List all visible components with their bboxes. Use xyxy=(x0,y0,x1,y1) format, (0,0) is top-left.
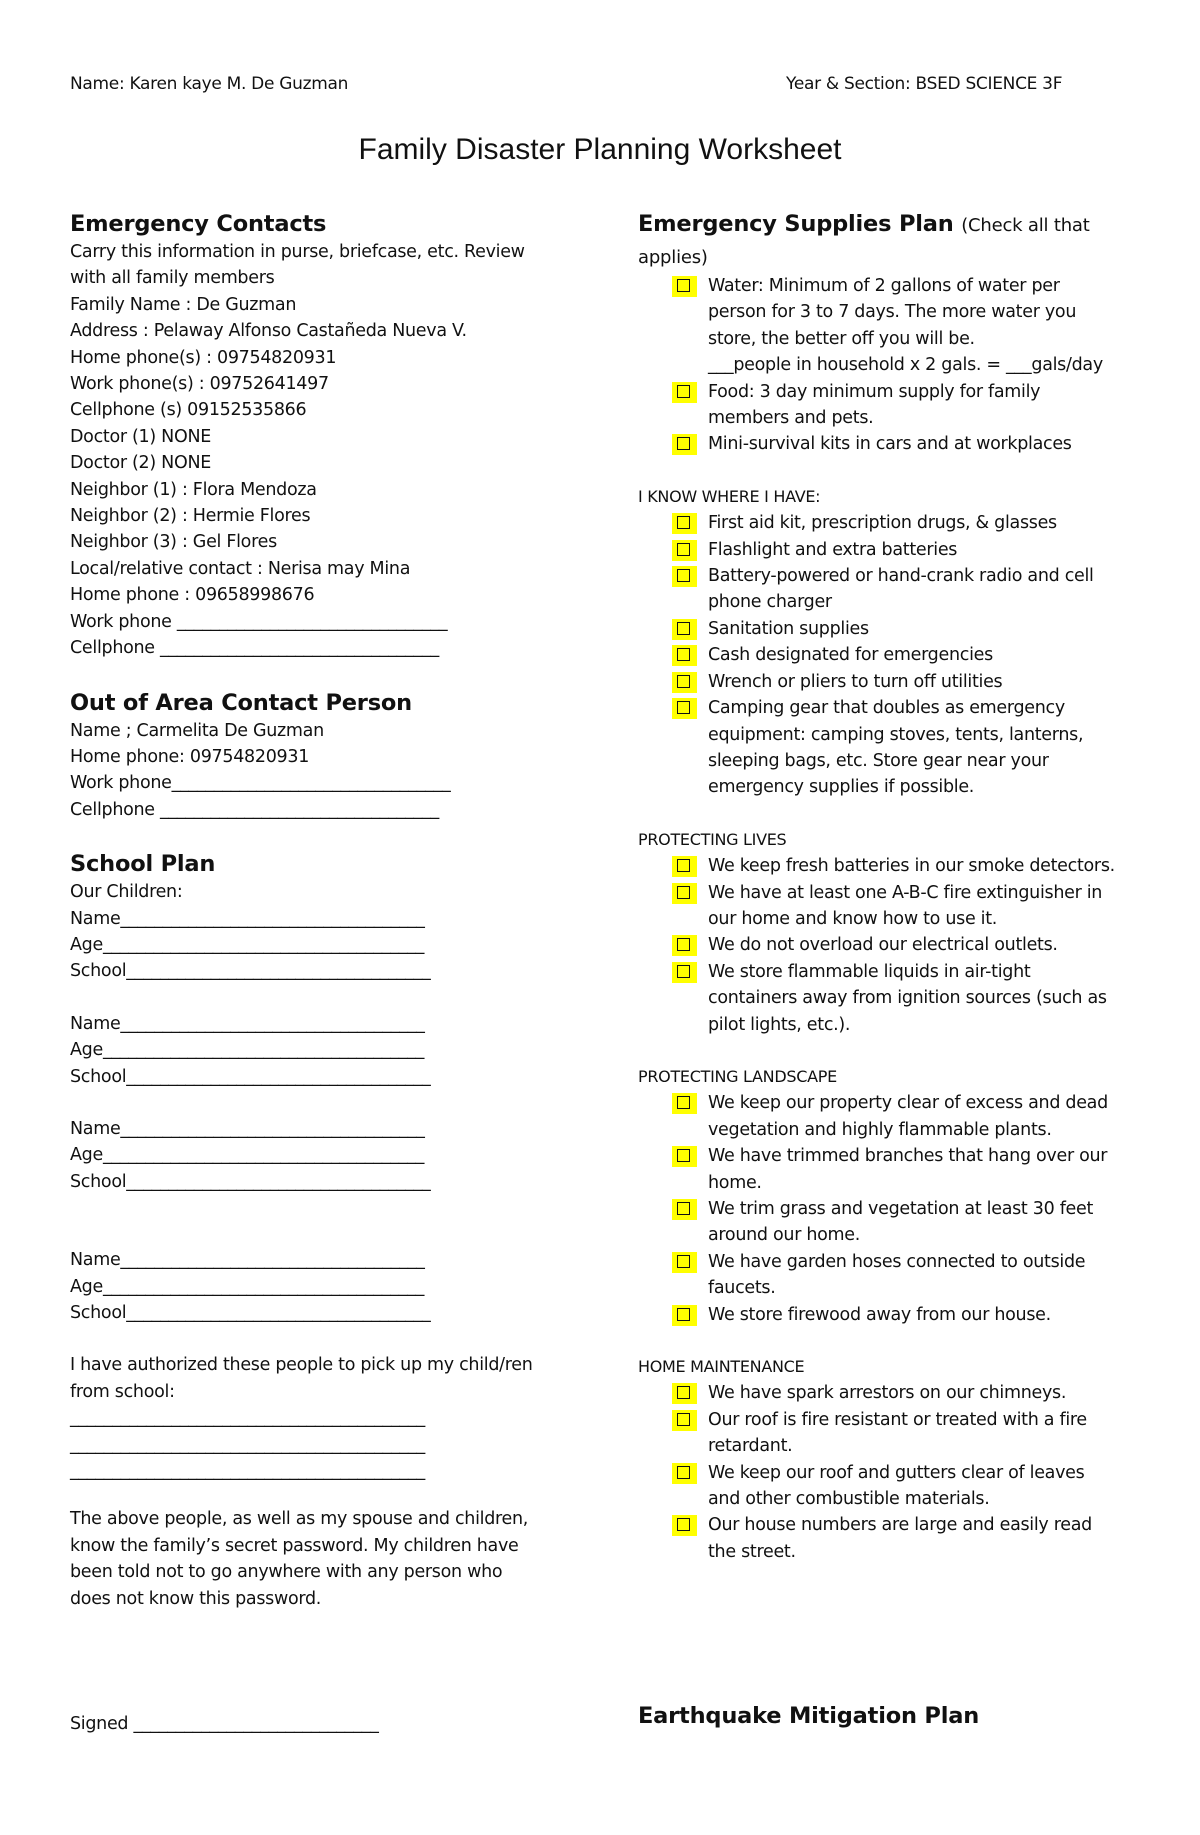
secret-password-note xyxy=(70,1506,590,1612)
checklist-item xyxy=(638,669,1148,695)
checkbox-icon[interactable] xyxy=(672,1146,697,1167)
text-line: __________________________________________ xyxy=(70,1434,425,1455)
checklist-item-text: around our home. xyxy=(708,1225,861,1246)
checklist-item-text: equipment: camping stoves, tents, lanterns, xyxy=(708,724,1084,745)
checklist-item-text: Flashlight and extra batteries xyxy=(708,539,958,560)
checkbox-icon[interactable] xyxy=(672,1410,697,1431)
text-line: Cellphone _________________________________ xyxy=(70,799,439,820)
checklist-item-text: vegetation and highly flammable plants. xyxy=(708,1119,1052,1140)
know-where-checklist xyxy=(638,510,1148,800)
text-line: Carry this information in purse, briefcase, etc. Review xyxy=(70,242,525,262)
text-line: Name____________________________________ xyxy=(70,1250,425,1271)
checkbox-icon[interactable] xyxy=(672,434,697,455)
checklist-item-text: Food: 3 day minimum supply for family xyxy=(708,381,1041,402)
checkbox-icon[interactable] xyxy=(672,1199,697,1220)
checklist-item-text: containers away from ignition sources (such as xyxy=(708,988,1107,1009)
checkbox-icon[interactable] xyxy=(672,1463,697,1484)
protecting-landscape-checklist xyxy=(638,1090,1148,1328)
checklist-item-text: We do not overload our electrical outlets. xyxy=(708,935,1058,956)
checklist-item xyxy=(638,431,1148,457)
text-line: __________________________________________ xyxy=(70,1461,425,1482)
checkbox-icon[interactable] xyxy=(672,883,697,904)
checklist-item xyxy=(638,616,1148,642)
text-line: Neighbor (2) : Hermie Flores xyxy=(70,506,311,527)
child-block-1 xyxy=(70,906,590,985)
checklist-item xyxy=(638,1512,1148,1565)
page-title: Family Disaster Planning Worksheet xyxy=(358,133,842,166)
text-line: I have authorized these people to pick up my child/ren xyxy=(70,1355,533,1376)
text-line: Home phone: 09754820931 xyxy=(70,746,310,767)
text-line: __________________________________________ xyxy=(70,1408,425,1429)
checklist-item-text: We have trimmed branches that hang over our xyxy=(708,1146,1108,1167)
protecting-lives-heading: PROTECTING LIVES xyxy=(638,829,787,849)
checklist-item-text: store, the better off you will be. xyxy=(708,328,975,349)
text-line: Cellphone (s) 09152535866 xyxy=(70,400,307,421)
text-line: Home phone : 09658998676 xyxy=(70,585,315,606)
checklist-item xyxy=(638,1302,1148,1328)
emergency-contacts-lines xyxy=(70,239,590,662)
text-line: School____________________________________ xyxy=(70,1171,431,1192)
checklist-item xyxy=(638,1143,1148,1196)
checklist-item-text: We keep our property clear of excess and dead xyxy=(708,1093,1108,1114)
text-line: from school: xyxy=(70,1381,175,1402)
checklist-item-text: Water: Minimum of 2 gallons of water per xyxy=(708,276,1060,296)
checklist-item-text: our home and know how to use it. xyxy=(708,908,998,929)
supplies-heading-note: (Check all that applies) xyxy=(638,215,1090,268)
checklist-item-text: We have garden hoses connected to outside xyxy=(708,1251,1086,1272)
text-line: Home phone(s) : 09754820931 xyxy=(70,347,337,368)
text-line: with all family members xyxy=(70,268,275,289)
checklist-item xyxy=(638,1249,1148,1302)
checklist-item-text: emergency supplies if possible. xyxy=(708,777,975,798)
text-line: Cellphone _________________________________ xyxy=(70,638,439,659)
checklist-item-text: and other combustible materials. xyxy=(708,1489,990,1510)
checkbox-icon[interactable] xyxy=(672,1252,697,1273)
checklist-item-text: members and pets. xyxy=(708,408,874,429)
student-name: Name: Karen kaye M. De Guzman xyxy=(70,74,349,94)
authorized-pickup xyxy=(70,1352,590,1484)
protecting-landscape-heading: PROTECTING LANDSCAPE xyxy=(638,1066,837,1086)
text-line: Doctor (2) NONE xyxy=(70,453,211,474)
checklist-item-text: Our roof is fire resistant or treated with a fire xyxy=(708,1409,1087,1430)
checklist-item-text: We have at least one A-B-C fire extinguisher in xyxy=(708,882,1103,903)
text-line: Family Name : De Guzman xyxy=(70,294,297,315)
checklist-item xyxy=(638,273,1148,379)
text-line: Neighbor (1) : Flora Mendoza xyxy=(70,479,317,500)
checklist-item xyxy=(638,1460,1148,1513)
checklist-item xyxy=(638,537,1148,563)
text-line: School____________________________________ xyxy=(70,1303,431,1323)
checklist-item-text: Mini-survival kits in cars and at workplaces xyxy=(708,434,1072,455)
checklist-item-text: Sanitation supplies xyxy=(708,618,869,639)
checkbox-icon[interactable] xyxy=(672,856,697,877)
checkbox-icon[interactable] xyxy=(672,698,697,719)
checklist-item xyxy=(638,642,1148,668)
checklist-item xyxy=(638,932,1148,958)
out-of-area-lines xyxy=(70,718,590,824)
supplies-heading: Emergency Supplies Plan (Check all that applies) xyxy=(638,211,1090,268)
school-plan-heading: School Plan xyxy=(70,851,216,878)
text-line: Work phone(s) : 09752641497 xyxy=(70,374,329,395)
text-line: been told not to go anywhere with any person who xyxy=(70,1562,503,1583)
text-line: School____________________________________ xyxy=(70,961,431,982)
text-line: Neighbor (3) : Gel Flores xyxy=(70,532,277,553)
checklist-item-text: sleeping bags, etc. Store gear near your xyxy=(708,750,1049,771)
text-line: Age______________________________________ xyxy=(70,1040,425,1061)
right-column xyxy=(638,209,1148,1565)
checklist-item-text: ___people in household x 2 gals. = ___gals/day xyxy=(708,355,1103,376)
child-block-2 xyxy=(70,1011,590,1090)
checkbox-icon[interactable] xyxy=(672,566,697,587)
checkbox-icon[interactable] xyxy=(672,1383,697,1404)
emergency-contacts-heading: Emergency Contacts xyxy=(70,211,327,237)
checklist-item-text: We trim grass and vegetation at least 30 feet xyxy=(708,1199,1094,1219)
home-maintenance-heading: HOME MAINTENANCE xyxy=(638,1357,805,1377)
checkbox-icon[interactable] xyxy=(672,935,697,956)
text-line: Local/relative contact : Nerisa may Mina xyxy=(70,558,411,579)
checklist-item-text: pilot lights, etc.). xyxy=(708,1014,851,1035)
text-line: Age______________________________________ xyxy=(70,1145,425,1166)
home-maintenance-checklist xyxy=(638,1380,1148,1565)
checklist-item-text: We store flammable liquids in air-tight xyxy=(708,961,1031,982)
checklist-item xyxy=(638,880,1148,933)
checkbox-icon[interactable] xyxy=(672,513,697,534)
checklist-item xyxy=(638,853,1148,879)
checklist-item-text: phone charger xyxy=(708,592,832,613)
text-line: School____________________________________ xyxy=(70,1066,431,1087)
checklist-item-text: Wrench or pliers to turn off utilities xyxy=(708,671,1003,692)
checklist-item xyxy=(638,959,1148,1038)
checklist-item-text: We store firewood away from our house. xyxy=(708,1304,1051,1325)
supplies-checklist xyxy=(638,273,1148,458)
checklist-item xyxy=(638,1407,1148,1460)
earthquake-heading: Earthquake Mitigation Plan xyxy=(638,1703,980,1729)
checkbox-icon[interactable] xyxy=(672,540,697,561)
text-line: Address : Pelaway Alfonso Castañeda Nueva V. xyxy=(70,321,467,342)
checklist-item-text: Cash designated for emergencies xyxy=(708,645,993,666)
checkbox-icon[interactable] xyxy=(672,382,697,403)
checklist-item-text: Battery-powered or hand-crank radio and cell xyxy=(708,566,1094,587)
checkbox-icon[interactable] xyxy=(672,1515,697,1536)
text-line: Name____________________________________ xyxy=(70,1118,425,1139)
checklist-item xyxy=(638,695,1148,801)
signature-line: Signed _____________________________ xyxy=(70,1714,379,1734)
school-plan-intro: Our Children: xyxy=(70,882,183,903)
checkbox-icon[interactable] xyxy=(672,619,697,640)
year-section: Year & Section: BSED SCIENCE 3F xyxy=(786,74,1063,94)
text-line: The above people, as well as my spouse and children, xyxy=(70,1509,529,1530)
checkbox-icon[interactable] xyxy=(672,276,697,297)
checklist-item-text: We keep our roof and gutters clear of leaves xyxy=(708,1462,1085,1483)
checkbox-icon[interactable] xyxy=(672,962,697,983)
checklist-item xyxy=(638,379,1148,432)
checklist-item-text: retardant. xyxy=(708,1436,793,1457)
checklist-item-text: Camping gear that doubles as emergency xyxy=(708,698,1065,719)
know-where-heading: I KNOW WHERE I HAVE: xyxy=(638,486,821,506)
child-block-4 xyxy=(70,1247,590,1326)
left-column xyxy=(70,209,590,1612)
checkbox-icon[interactable] xyxy=(672,1093,697,1114)
text-line: Work phone_________________________________ xyxy=(70,773,451,794)
protecting-lives-checklist xyxy=(638,853,1148,1038)
child-block-3 xyxy=(70,1116,590,1195)
text-line: Name ; Carmelita De Guzman xyxy=(70,720,324,741)
checklist-item xyxy=(638,1090,1148,1143)
checklist-item-text: person for 3 to 7 days. The more water you xyxy=(708,302,1077,323)
text-line: Doctor (1) NONE xyxy=(70,426,211,447)
checklist-item-text: We keep fresh batteries in our smoke detectors. xyxy=(708,856,1115,877)
text-line: know the family’s secret password. My children have xyxy=(70,1535,519,1556)
text-line: Work phone ________________________________ xyxy=(70,611,448,632)
checkbox-icon[interactable] xyxy=(672,1305,697,1326)
checklist-item xyxy=(638,1196,1148,1249)
checklist-item xyxy=(638,510,1148,536)
checklist-item-text: Our house numbers are large and easily read xyxy=(708,1515,1092,1536)
checklist-item-text: We have spark arrestors on our chimneys. xyxy=(708,1383,1067,1404)
checkbox-icon[interactable] xyxy=(672,672,697,693)
text-line: Name____________________________________ xyxy=(70,1013,425,1034)
checklist-item-text: the street. xyxy=(708,1541,796,1562)
checklist-item xyxy=(638,1380,1148,1406)
checklist-item xyxy=(638,563,1148,616)
text-line: Name____________________________________ xyxy=(70,908,425,929)
out-of-area-heading: Out of Area Contact Person xyxy=(70,689,412,716)
checklist-item-text: home. xyxy=(708,1172,762,1193)
text-line: Age______________________________________ xyxy=(70,934,425,955)
text-line: does not know this password. xyxy=(70,1588,322,1609)
checklist-item-text: faucets. xyxy=(708,1278,776,1299)
text-line: Age______________________________________ xyxy=(70,1276,425,1297)
checklist-item-text: First aid kit, prescription drugs, & glasses xyxy=(708,513,1057,534)
checkbox-icon[interactable] xyxy=(672,645,697,666)
